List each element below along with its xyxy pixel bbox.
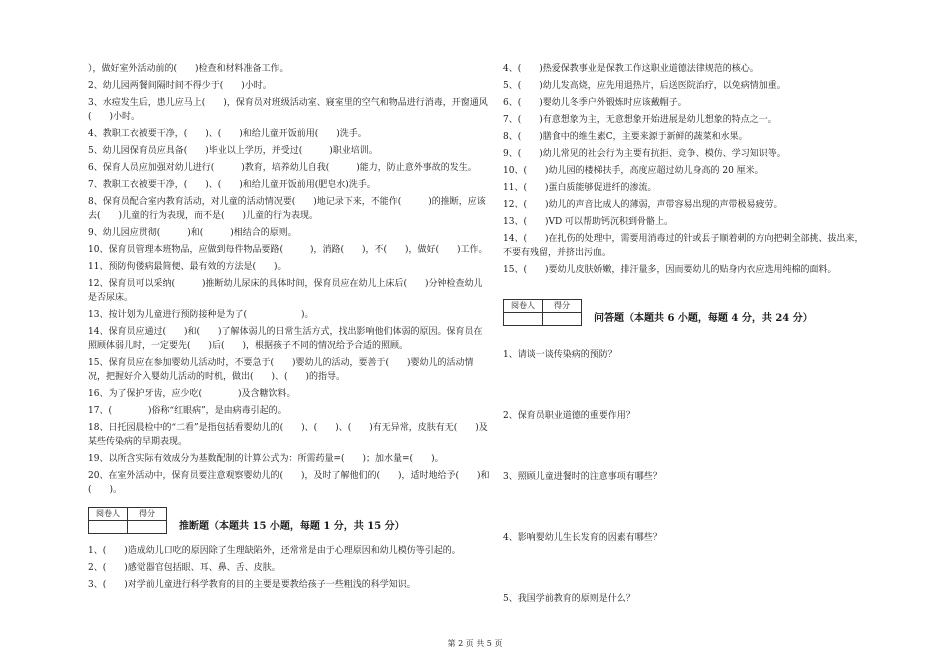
question-line: 14、保育员应通过( )和( )了解体弱儿的日常生活方式，找出影响他们体弱的原因。保育员在照顾体弱儿时，一定要先( )后( )，根据孩子不同的情况给予合适的照顾。 bbox=[88, 327, 483, 351]
score-cell bbox=[543, 313, 582, 326]
judge-item: 7、( )有意想象为主，无意想象开始进展是幼儿想象的特点之一。 bbox=[503, 115, 777, 125]
score-box bbox=[88, 507, 167, 534]
judge-item: 6、( )婴幼儿冬季户外锻炼时应该戴帽子。 bbox=[503, 98, 687, 108]
qa-item: 1、请谈一谈传染病的预防？ bbox=[503, 350, 617, 360]
judge-item: 3、( )对学前儿童进行科学教育的目的主要是要教给孩子一些粗浅的科学知识。 bbox=[88, 580, 416, 590]
judge-questions-left bbox=[88, 544, 490, 592]
question-line: 19、以所含实际有效成分为基数配制的计算公式为：所需药量=( )；加水量=( )。 bbox=[88, 454, 444, 464]
judge-item: 8、( )膳食中的维生素C，主要来源于新鲜的蔬菜和水果。 bbox=[503, 132, 748, 142]
question-line: 7、教职工衣被要干净，( )、( )和给儿童开饭前用(肥皂水)洗手。 bbox=[88, 180, 376, 190]
judge-item: 9、( )幼儿常见的社会行为主要有抗拒、竞争、模仿、学习知识等。 bbox=[503, 149, 786, 159]
question-line: 2、幼儿园两餐间隔时间不得少于( )小时。 bbox=[88, 81, 272, 91]
judge-section-title: 推断题（本题共 15 小题，每题 1 分，共 15 分） bbox=[179, 521, 405, 532]
right-column bbox=[503, 62, 865, 653]
page-footer: 第 2 页 共 5 页 bbox=[447, 639, 503, 648]
grader-cell bbox=[89, 521, 128, 534]
qa-item: 4、影响婴幼儿生长发育的因素有哪些？ bbox=[503, 533, 662, 543]
grader-label: 阅卷人 bbox=[89, 508, 128, 521]
question-line: 18、日托园晨检中的“二看”是指包括看婴幼儿的( )、( )、( )有无异常，皮肤有无( )及某些传染病的早期表现。 bbox=[88, 423, 488, 447]
judge-section-header bbox=[88, 507, 490, 534]
question-line: 15、保育员应在参加婴幼儿活动时，不要急于( )婴幼儿的活动，要善于( )婴幼儿的活动情况，把握好介入婴幼儿活动的时机，做出( )、( )的指导。 bbox=[88, 358, 474, 382]
left-column bbox=[88, 62, 490, 595]
question-line: 11、预防佝偻病最简便、最有效的方法是( )。 bbox=[88, 262, 287, 272]
score-label: 得分 bbox=[128, 508, 167, 521]
qa-section-title: 问答题（本题共 6 小题，每题 4 分，共 24 分） bbox=[594, 313, 813, 324]
judge-item: 4、( )热爱保教事业是保教工作这职业道德法律规范的核心。 bbox=[503, 64, 759, 74]
judge-item: 12、( )幼儿的声音比成人的薄弱，声带容易出现的声带极易疲劳。 bbox=[503, 200, 783, 210]
qa-item: 3、照顾儿童进餐时的注意事项有哪些？ bbox=[503, 472, 662, 482]
qa-item: 5、我国学前教育的原则是什么？ bbox=[503, 594, 635, 604]
question-line: ），做好室外活动前的( )检查和材料准备工作。 bbox=[88, 64, 289, 74]
judge-item: 13、( )VD 可以帮助钙沉积到骨骼上。 bbox=[503, 217, 674, 227]
score-cell bbox=[128, 521, 167, 534]
question-line: 16、为了保护牙齿，应少吃( )及含糖饮料。 bbox=[88, 389, 296, 399]
qa-questions bbox=[503, 348, 865, 606]
grader-label: 阅卷人 bbox=[504, 300, 543, 313]
judge-item: 11、( )蛋白质能够促进纤的渗流。 bbox=[503, 183, 657, 193]
question-line: 5、幼儿园保育员应具备( )毕业以上学历，并受过( )职业培训。 bbox=[88, 146, 378, 156]
grader-cell bbox=[504, 313, 543, 326]
question-line: 8、保育员配合室内教育活动，对儿童的活动情况要( )地记录下来，不能作( )的推断，应该去( )儿童的行为表现，而不是( )儿童的行为表现。 bbox=[88, 197, 486, 221]
judge-item: 10、( )幼儿园的楼梯扶手，高度应超过幼儿身高的 20 厘米。 bbox=[503, 166, 764, 176]
judge-questions-right bbox=[503, 62, 865, 277]
question-line: 9、幼儿园应贯彻( )和( )相结合的原则。 bbox=[88, 228, 297, 238]
qa-section-header bbox=[503, 299, 865, 326]
score-box bbox=[503, 299, 582, 326]
question-line: 4、教职工衣被要干净，( )、( )和给儿童开饭前用( )洗手。 bbox=[88, 129, 367, 139]
judge-item: 14、( )在扎伤的处理中，需要用消毒过的针或镸子顺着刺的方向把刺全部挑、拔出来，不要有残留，并挤出污血。 bbox=[503, 234, 864, 258]
judge-item: 2、( )感觉器官包括眼、耳、鼻、舌、皮肤。 bbox=[88, 563, 281, 573]
question-line: 10、保育员管理本班物品，应做到每件物品要路( )，消路( )，不( )，做好( )工作。 bbox=[88, 245, 488, 255]
question-line: 3、水痘发生后，患儿应马上( )，保育员对班级活动室、寢室里的空气和物品进行消毒，开窗通风( )小时。 bbox=[88, 98, 488, 122]
judge-item: 15、( )要幼儿皮肤娇嫩，排汗量多，因而要幼儿的贴身内衣应选用纯棉的面料。 bbox=[503, 265, 837, 275]
question-line: 13、按计划为儿童进行预防接种是为了( )。 bbox=[88, 310, 314, 320]
judge-item: 1、( )造成幼儿口吃的原因除了生理缺陷外，还常常是由于心理原因和幼儿模仿等引起的。 bbox=[88, 546, 461, 556]
question-line: 12、保育员可以采纳( )推断幼儿尿床的具体时间，保育员应在幼儿上床后( )分钟检查幼儿是否尿床。 bbox=[88, 279, 483, 303]
question-line: 20、在室外活动中，保育员要注意观察婴幼儿的( )，及时了解他们的( )，适时地给予( )和( )。 bbox=[88, 471, 490, 495]
judge-item: 5、( )幼儿发高烧，应先用退热片，后送医院治疗，以免病情加重。 bbox=[503, 81, 786, 91]
question-line: 17、( )俗称“红眼病”，是由病毒引起的。 bbox=[88, 406, 287, 416]
question-line: 6、保育人员应加强对幼儿进行( )教育，培养幼儿自我( )能力，防止意外事故的发生。 bbox=[88, 163, 477, 173]
fill-in-questions bbox=[88, 62, 490, 497]
qa-item: 2、保育员职业道德的重要作用？ bbox=[503, 411, 635, 421]
score-label: 得分 bbox=[543, 300, 582, 313]
